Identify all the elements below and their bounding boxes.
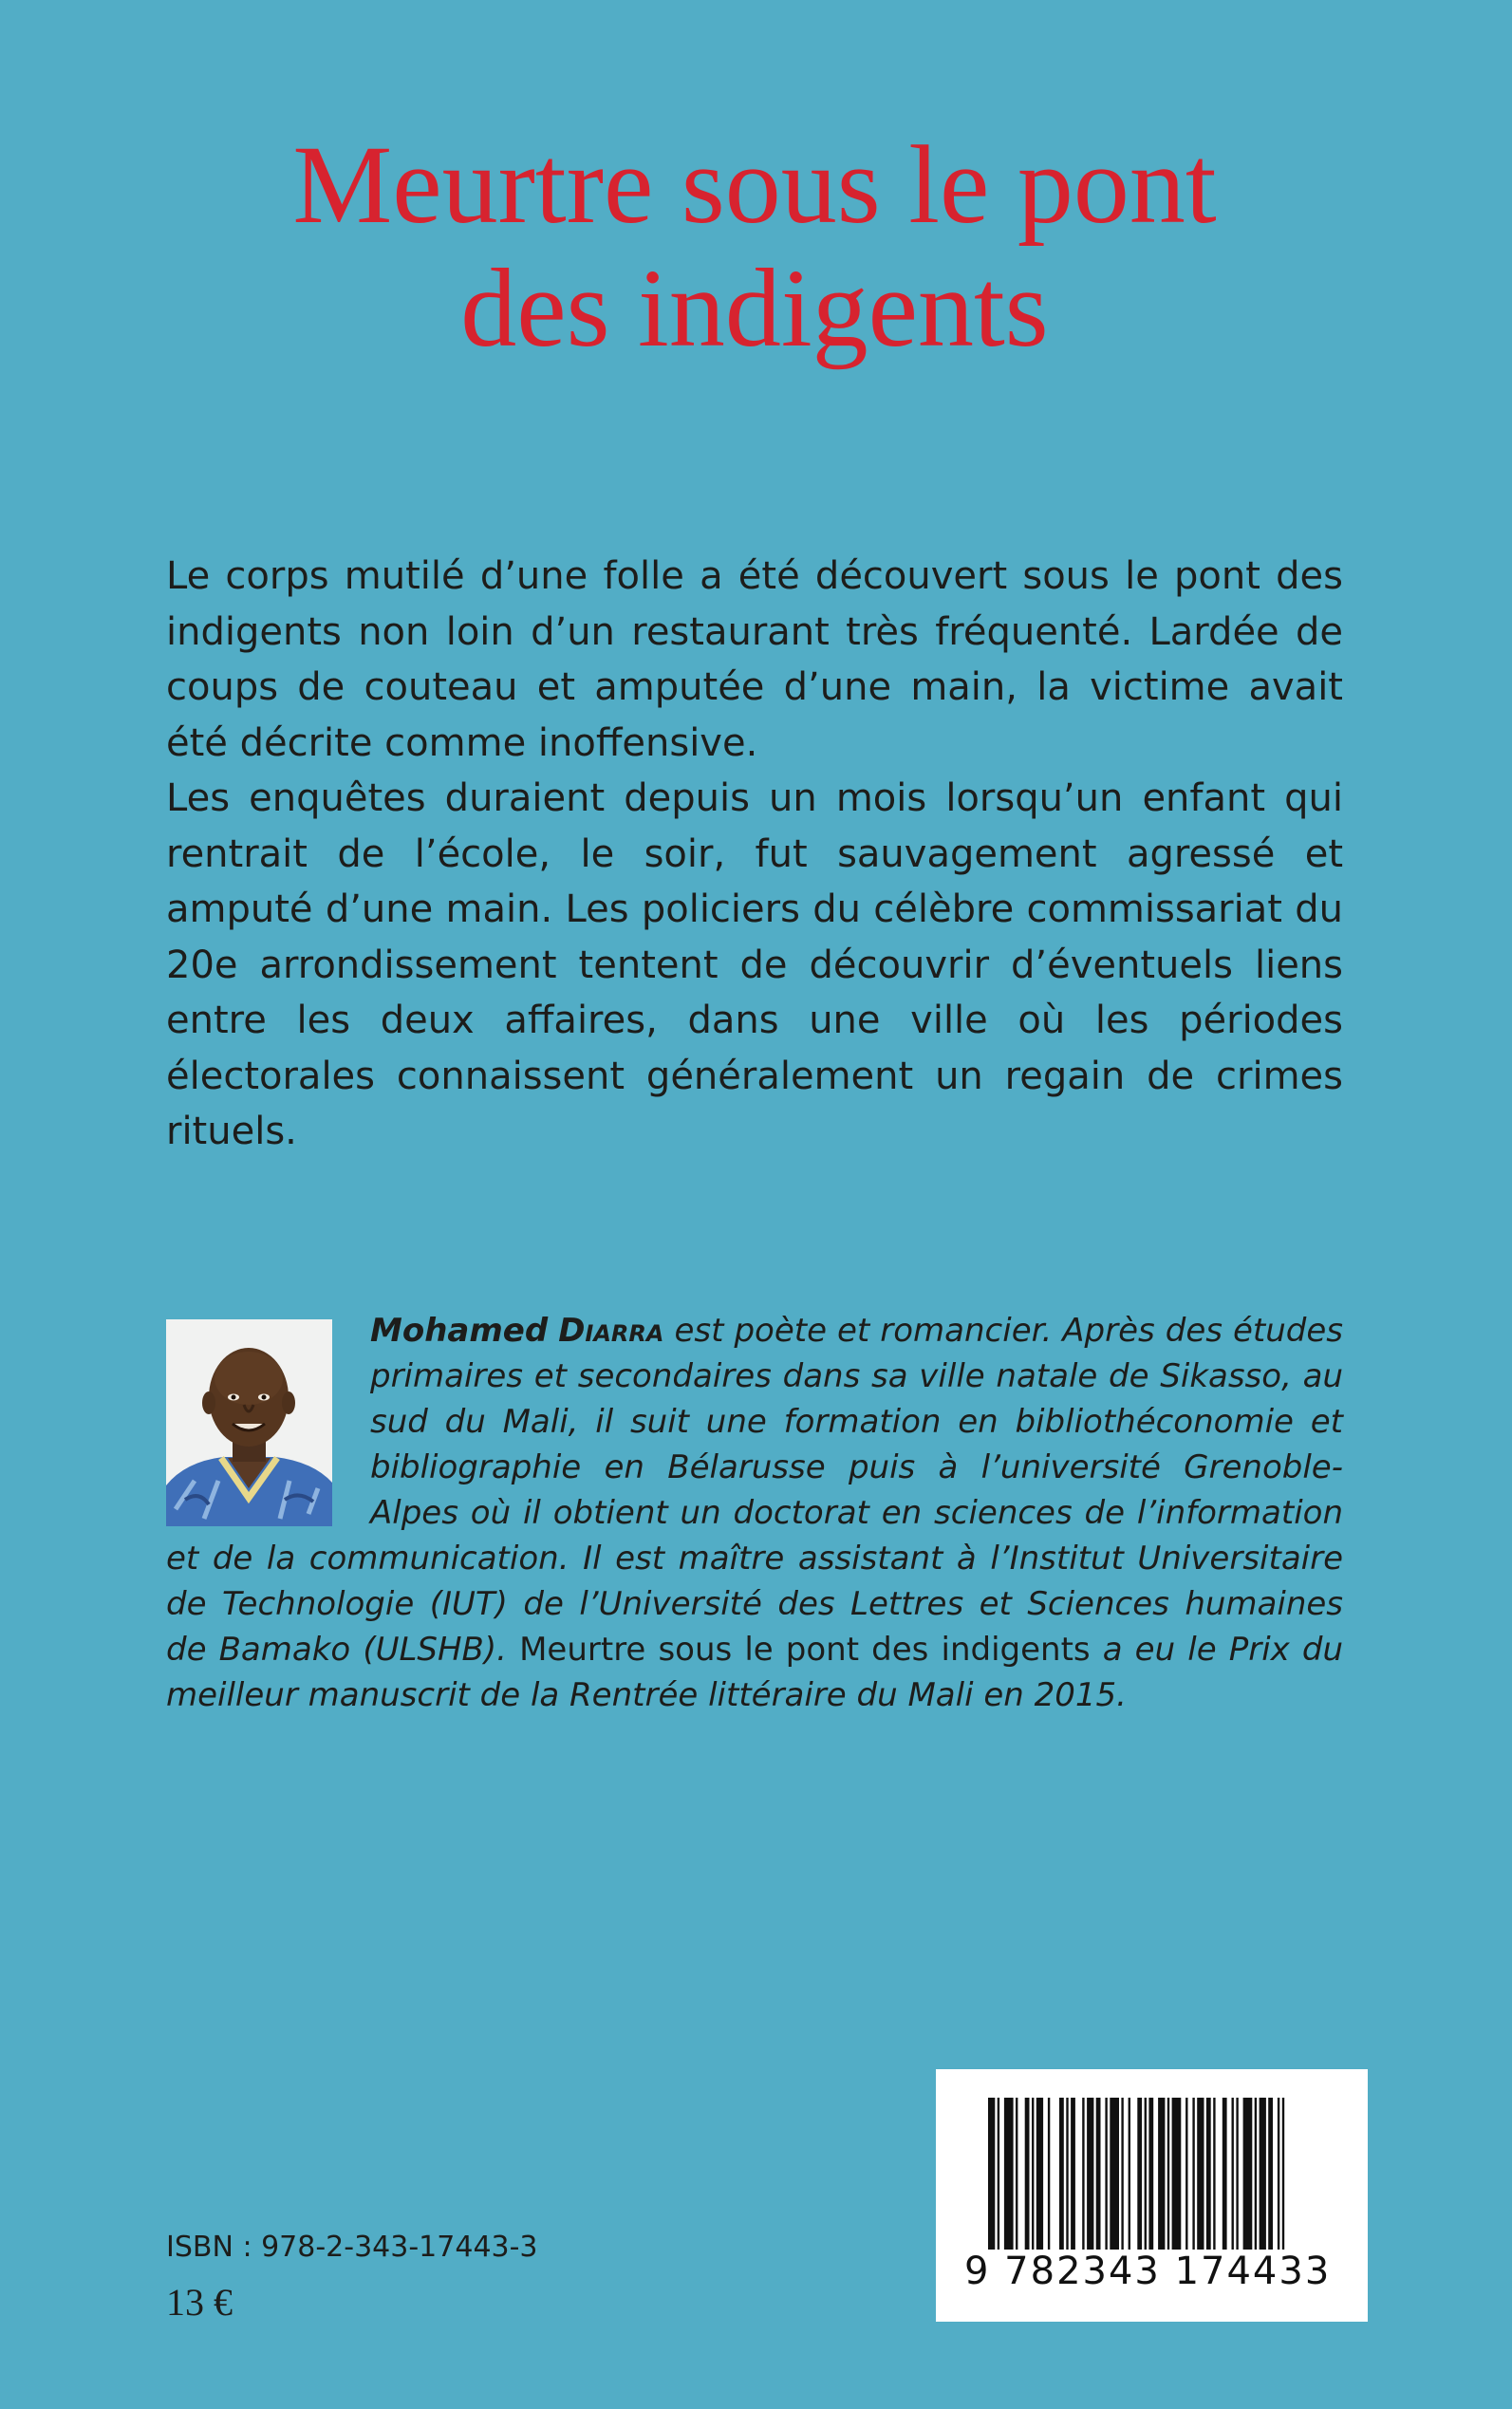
- barcode-digits: 9 782343 174433: [964, 2250, 1332, 2293]
- author-bio: [166, 1308, 1343, 1718]
- author-bio-text-1: est poète et romancier. Après des études primaires et secondaires dans sa ville natale de Sikasso, au sud du Mali, il suit une formation en bibliothéconomie et bibliographie en Bélarusse puis à l’université Grenoble-Alpes où il obtient un doctorat en sciences de l’information et de la communication. Il est maître assistant à l’Institut Universitaire de Technologie (IUT) de l’Université des Lettres et Sciences humaines de Bamako (ULSHB).: [166, 1312, 1343, 1669]
- author-first-name: Mohamed: [370, 1312, 549, 1350]
- book-title-line-2: des indigents: [460, 246, 1049, 370]
- barcode: [936, 2069, 1368, 2322]
- synopsis: [166, 549, 1343, 1160]
- synopsis-paragraph-2: Les enquêtes duraient depuis un mois lorsqu’un enfant qui rentrait de l’école, le soir, fut sauvagement agressé et amputé d’une main. Les policiers du célèbre commissariat du 20e arrondissement tentent de découvrir d’éventuels liens entre les deux affaires, dans une ville où les périodes électorales connaissent généralement un regain de crimes rituels.: [166, 776, 1343, 1153]
- author-bio-text-2: a eu le Prix du meilleur manuscrit de la Rentrée littéraire du Mali en 2015.: [166, 1631, 1344, 1714]
- price: 13 €: [166, 2281, 233, 2324]
- synopsis-paragraph-1: Le corps mutilé d’une folle a été découvert sous le pont des indigents non loin d’un restaurant très fréquenté. Lardée de coups de couteau et amputée d’une main, la victime avait été décrite comme inoffensive.: [166, 554, 1343, 765]
- book-title-line-1: Meurtre sous le pont: [292, 122, 1217, 247]
- photo-spacer: [166, 1308, 370, 1534]
- book-title: [152, 123, 1357, 370]
- author-last-name: Diarra: [558, 1312, 664, 1350]
- author-bio-book-title: Meurtre sous le pont des indigents: [519, 1631, 1091, 1669]
- ean13-barcode-icon: [936, 2069, 1368, 2250]
- isbn: ISBN : 978-2-343-17443-3: [166, 2231, 538, 2264]
